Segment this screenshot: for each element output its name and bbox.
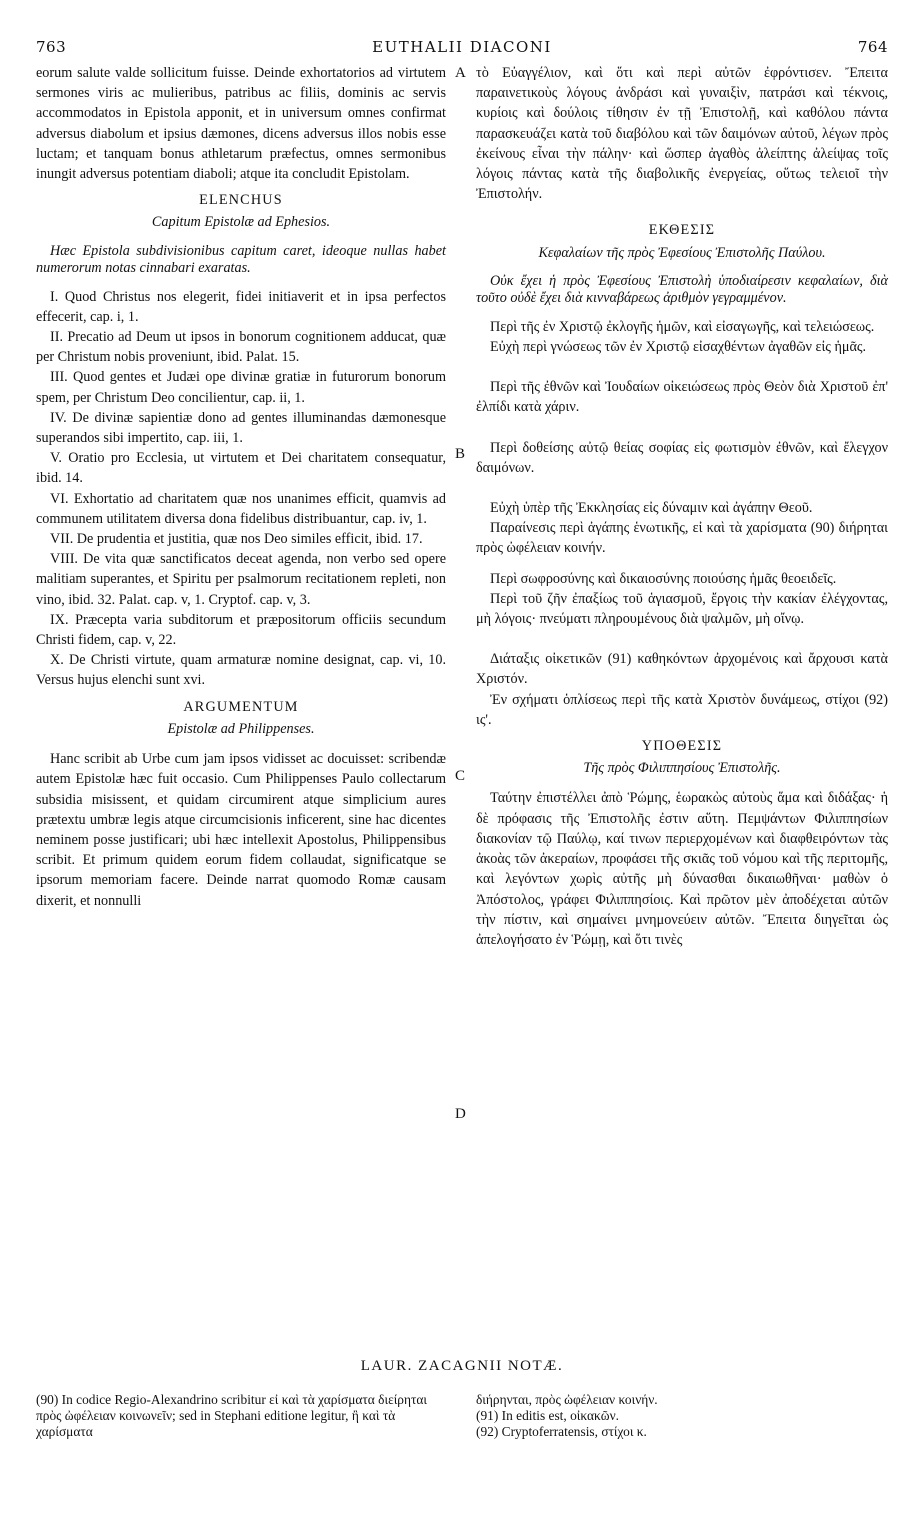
footnote: (90) In codice Regio-Alexandrino scribitur εἰ καὶ τὰ χαρίσματα διείρηται πρὸς ὠφέλειαν κοινωνεῖν; sed in Stephani editione legitur, ἢ καὶ τὰ χαρίσματα [36, 1392, 427, 1439]
greek-chapter-item: Εὐχὴ ὑπὲρ τῆς Ἐκκλησίας εἰς δύναμιν καὶ ἀγάπην Θεοῦ. [490, 500, 813, 517]
ekthesis-note: Οὐκ ἔχει ἡ πρὸς Ἐφεσίους Ἐπιστολὴ ὑποδιαίρεσιν κεφαλαίων, διὰ τοῦτο οὐδὲ ἔχει διὰ κινναβάρεως ἀριθμὸν γεγραμμένον. [476, 272, 888, 306]
ekthesis-heading: ΕΚΘΕΣΙΣ [648, 222, 716, 239]
greek-chapter-item: Διάταξις οἰκετικῶν (91) καθηκόντων ἀρχομένοις καὶ ἄρχουσι κατὰ Χριστόν. [476, 651, 888, 688]
elenchus-heading: ELENCHUS [199, 192, 283, 209]
greek-column [476, 63, 888, 950]
argumentum-heading: ARGUMENTUM [183, 698, 299, 715]
margin-mark-b: B [455, 446, 466, 462]
hypothesis-subheading: Τῆς πρὸς Φιλιππησίους Ἐπιστολῆς. [583, 760, 781, 777]
latin-chapter-item: IV. De divinæ sapientiæ dono ad gentes illuminandas dæmonesque superandos sibi impertito, cap. iii, 1. [36, 409, 446, 447]
greek-chapter-item: Περὶ τῆς ἐθνῶν καὶ Ἰουδαίων οἰκειώσεως πρὸς Θεὸν διὰ Χριστοῦ ἐπ' ἐλπίδι κατὰ χάριν. [476, 379, 888, 416]
elenchus-subheading: Capitum Epistolæ ad Ephesios. [151, 214, 331, 231]
latin-chapter-item: I. Quod Christus nos elegerit, fidei initiaverit et in ipsa perfectos effecerit, cap. i, 1. [36, 288, 446, 325]
argumentum-subheading: Epistolæ ad Philippenses. [167, 720, 315, 737]
footnote: (91) In editis est, οἰκακῶν. [476, 1408, 619, 1423]
greek-chapter-item: Εὐχὴ περὶ γνώσεως τῶν ἐν Χριστῷ εἰσαχθέντων ἀγαθῶν εἰς ἡμᾶς. [490, 339, 867, 356]
greek-chapter-item: Περὶ σωφροσύνης καὶ δικαιοσύνης ποιούσης ἡμᾶς θεοειδεῖς. [490, 570, 837, 587]
running-header [36, 38, 888, 60]
page-number-left: 763 [36, 38, 67, 56]
greek-intro-paragraph: τὸ Εὐαγγέλιον, καὶ ὅτι καὶ περὶ αὐτῶν ἐφρόντισεν. Ἔπειτα παραινετικοὺς λόγους ἀνδράσι καὶ γυναιξὶν, πατράσι καὶ τέκνοις, κυρίοις καὶ δούλοις τίθησιν ἐν τῇ Ἐπιστολῇ, καὶ καθόλου πάντα παρασκευάζει κατὰ τοῦ διαβόλου καὶ τῶν δαιμόνων αὐτοῦ, λέγων πρὸς ἐκείνους εἶναι τὴν πάλην· καὶ ὥσπερ ἀγαθὸς ἀλείπτης ἀλείψας τοῖς λόγοις πάντας κατὰ τῆς διαβολικῆς ἐνεργείας, οὕτως τελειοῖ τὴν Ἐπιστολήν. [476, 65, 888, 203]
latin-chapter-item: II. Precatio ad Deum ut ipsos in bonorum cognitionem adducat, quæ per Christum nobis proveniunt, ibid. Palat. 15. [36, 329, 446, 366]
latin-chapter-item: X. De Christi virtute, quam armaturæ nomine designat, cap. vi, 10. Versus hujus elenchi sunt xvi. [36, 652, 446, 689]
notes-heading: LAUR. ZACAGNII NOTÆ. [360, 1358, 564, 1374]
greek-chapter-item: Περὶ δοθείσης αὐτῷ θείας σοφίας εἰς φωτισμὸν ἐθνῶν, καὶ ἔλεγχον δαιμόνων. [476, 439, 888, 476]
running-title: EUTHALII DIACONI [372, 38, 552, 56]
hypothesis-heading: ΥΠΟΘΕΣΙΣ [641, 738, 723, 755]
ekthesis-subheading: Κεφαλαίων τῆς πρὸς Ἐφεσίους Ἐπιστολῆς Παύλου. [538, 244, 826, 261]
elenchus-note: Hæc Epistola subdivisionibus capitum caret, ideoque nullas habet numerorum notas cinnabari exaratas. [36, 242, 446, 276]
margin-mark-d: D [455, 1106, 466, 1122]
greek-chapter-item: Περὶ τῆς ἐν Χριστῷ ἐκλογῆς ἡμῶν, καὶ εἰσαγωγῆς, καὶ τελειώσεως. [490, 318, 875, 335]
margin-mark-a: A [455, 65, 466, 81]
argumentum-paragraph: Hanc scribit ab Urbe cum jam ipsos vidisset ac docuisset: scribendæ autem Epistolæ hæc fuit occasio. Cum Philippenses Paulo collectarum subsidia misissent, et quidam circumirent atque simplicium aures prætextu umbræ legis atque circumcisionis inficerent, sine hac dicentes neminem posse justificari; ubi hæc intellexit Apostolus, Philippensibus scribit. Et primum quidem eorum fidem collaudat, significatque se ipsorum memoriam facere. Deinde narrat quomodo Romæ causam dixerit, et nonnulli [36, 751, 446, 909]
latin-column [36, 63, 446, 911]
latin-chapter-item: IX. Præcepta varia subditorum et præpositorum officiis secundum Christi fidem, cap. v, 22. [36, 611, 446, 649]
latin-chapter-item: VII. De prudentia et justitia, quæ nos Deo similes efficit, ibid. 17. [50, 531, 423, 548]
page-number-right: 764 [857, 38, 888, 56]
greek-chapter-item: Περὶ τοῦ ζῆν ἐπαξίως τοῦ ἁγιασμοῦ, ἔργοις τὴν κακίαν ἐλέγχοντας, μὴ λόγοις· πνεύματι πληρουμένους διὰ ψαλμῶν, μὴ οἴνῳ. [476, 590, 888, 628]
footnote: (92) Cryptoferratensis, στίχοι κ. [476, 1424, 647, 1439]
latin-chapter-item: III. Quod gentes et Judæi ope divinæ gratiæ in futurorum bonorum spem, per Christum Deo concilientur, cap. ii, 1. [36, 369, 446, 406]
latin-intro-paragraph: eorum salute valde sollicitum fuisse. Deinde exhortatorios ad virtutem sermones viris ac mulieribus, patribus ac filiis, dominis ac servis accommodatos in Epistola apponit, et in universum omnes confirmat adversus diabolum et ipsius dæmones, dicens adversus illos nobis esse luctam; et tanquam bonus athletarum præfectus, omnes sermonibus inungit adversus potentiam diaboli; atque ita concludit Epistolam. [36, 65, 446, 183]
latin-chapter-item: VI. Exhortatio ad charitatem quæ nos unanimes efficit, quamvis ad communem utilitatem diversa dona fidelibus distribuantur, cap. iv, 1. [36, 490, 446, 527]
footnote: διήρηνται, πρὸς ὠφέλειαν κοινήν. [476, 1392, 658, 1407]
notes-right-column [476, 1392, 888, 1440]
greek-chapter-item: Ἐν σχήματι ὁπλίσεως περὶ τῆς κατὰ Χριστὸν δυνάμεως, στίχοι (92) ις'. [476, 691, 888, 728]
latin-chapter-item: VIII. De vita quæ sanctificatos deceat agenda, non verbo sed opere malitiam superantes, et Spiritu per psalmorum recitationem repleti, non vino, ibid. 32. Palat. cap. v, 1. Cryptof. cap. v, 3. [36, 551, 446, 608]
greek-chapter-item: Παραίνεσις περὶ ἀγάπης ἑνωτικῆς, εἰ καὶ τὰ χαρίσματα (90) διήρηται πρὸς ὠφέλειαν κοινήν. [476, 520, 888, 557]
notes-left-column [36, 1392, 450, 1440]
hypothesis-paragraph: Ταύτην ἐπιστέλλει ἀπὸ Ῥώμης, ἑωρακὼς αὐτοὺς ἅμα καὶ διδάξας· ἡ δὲ πρόφασις τῆς Ἐπιστολῆς ἐστιν αὕτη. Πεμψάντων Φιλιππησίων διακονίαν τῷ Παύλῳ, καί τινων περιερχομένων καὶ διαφθειρόντων τὰς ἀκοὰς τῶν ἀκεραίων, προφάσει τῆς σκιᾶς τοῦ νόμου καὶ τῆς περιτομῆς, καὶ λεγόντων χωρὶς αὐτῆς μὴ δύνασθαι δικαιωθῆναι· μαθὼν ὁ Ἀπόστολος, γράφει Φιλιππησίοις. Καὶ πρῶτον μὲν ἀποδέχεται αὐτῶν τὴν πίστιν, καὶ σημαίνει μνημονεύειν αὐτῶν. Ἔπειτα διηγεῖται ὡς ἀπελογήσατο ἐν Ῥώμῃ, καὶ ὅτι τινὲς [476, 790, 888, 948]
margin-mark-c: C [455, 768, 466, 784]
latin-chapter-item: V. Oratio pro Ecclesia, ut virtutem et Dei charitatem consequatur, ibid. 14. [36, 450, 446, 487]
